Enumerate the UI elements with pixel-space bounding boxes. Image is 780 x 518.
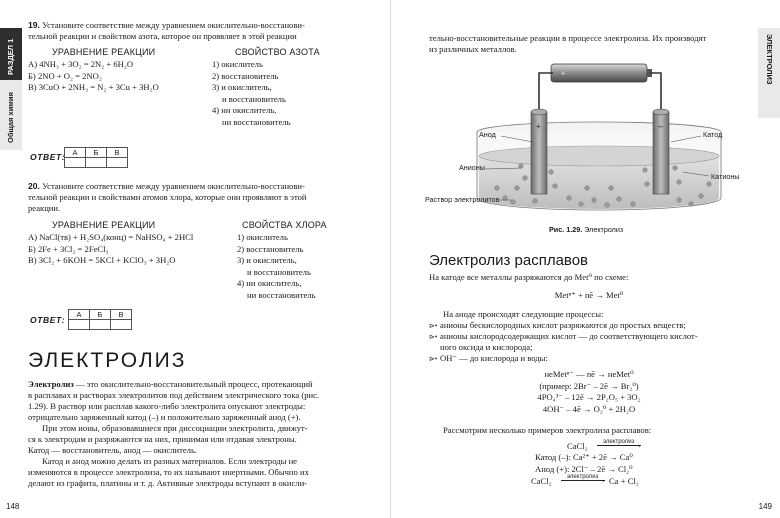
fig-label-solution: Раствор электролитов [425, 195, 500, 204]
task20-equations: А) NaCl(тв) + H₂SO₄(конц) = NaHSO₄ + 2HCl Б) 2Fe + 3Cl₂ = 2FeCl₃ В) 3Cl₂ + 6KOH = 5KCl + KClO₃ + 3H₂O [28, 232, 194, 266]
anode-equations: неMetⁿ⁻ — nē → неMet⁰ (пример: 2Br⁻ – 2ē → Br₂⁰) 4PO₄³⁻ – 12ē → 2P₂O₅ + 3O₂ 4OH⁻ – 4ē → O₂⁰ + 2H₂O [537, 369, 641, 414]
fig-label-anode: Анод [479, 130, 496, 139]
answer-cell[interactable] [107, 158, 128, 168]
section-tab [0, 28, 22, 150]
task19-head-left: УРАВНЕНИЕ РЕАКЦИИ [52, 47, 156, 57]
task19-options: 1) окислитель 2) восстановитель 3) и окислитель, и восстановитель 4) ни окислитель, ни восстановитель [212, 59, 291, 127]
arrow-bullet-icon: ⊳• [429, 355, 438, 363]
subject-tab-label: Общая химия [6, 92, 15, 143]
arrow-bullet-icon: ⊳• [429, 333, 438, 341]
answer-cell[interactable] [111, 320, 132, 330]
cathode-scheme: Metⁿ⁺ + nē → Met⁰ [554, 290, 624, 300]
examples-intro: Рассмотрим несколько примеров электролиза расплавов: [443, 425, 652, 435]
task20-options: 1) окислитель 2) восстановитель 3) и окислитель, и восстановитель 4) ни окислитель, ни восстановитель [237, 232, 316, 300]
section-tab-right-label: ЭЛЕКТРОЛИЗ [765, 34, 774, 85]
section-tab-right [758, 28, 780, 118]
arrow-label: электролиз [603, 439, 635, 445]
task-number: 19. [28, 20, 40, 30]
arrow-icon [561, 480, 605, 481]
cathode-rod [653, 109, 669, 194]
page-title: ЭЛЕКТРОЛИЗ [28, 349, 187, 372]
battery [551, 64, 652, 82]
page-number-right: 149 [758, 501, 772, 511]
beaker [477, 122, 721, 210]
arrow-icon [597, 445, 641, 446]
example-cacl2: CaCl₂ электролиз › Катод (–): Ca²⁺ + 2ē → Ca⁰ Анод (+): 2Cl⁻ – 2ē → Cl₂⁰ CaCl₂ электролиз › Ca + Cl₂ [531, 439, 641, 487]
task-19: 19. Установите соответствие между уравнением окислительно-восстанови- тельной реакции и свойством азота, которое он проявляет в этой реакции [28, 20, 305, 41]
anode-processes: На аноде происходят следующие процессы: ⊳• анионы бескислородных кислот разряжаются до простых веществ; ⊳• анионы кислородсодержащих кислот — до соответствующего кислот- ного оксида и кислорода; ⊳• OH⁻ — до кислорода и воды: [429, 309, 698, 363]
section-heading: Электролиз расплавов [429, 252, 589, 269]
task19-head-right: СВОЙСТВО АЗОТА [235, 47, 320, 57]
section-tab-label: РАЗДЕЛ 1 [6, 38, 15, 75]
arrow-bullet-icon: ⊳• [429, 322, 438, 330]
page-number-left: 148 [6, 501, 20, 511]
task20-head-right: СВОЙСТВА ХЛОРА [242, 220, 327, 230]
continuation-text: тельно-восстановительные реакции в процессе электролиза. Их производят из различных металлов. [429, 33, 707, 54]
anode-rod [531, 109, 547, 194]
fig-label-cations: Катионы [711, 172, 740, 181]
anode-sign: + [536, 122, 541, 131]
fig-label-cathode: Катод [703, 130, 723, 139]
answer-label-20: ОТВЕТ: [30, 315, 66, 325]
right-page [390, 0, 780, 518]
figure-caption: Рис. 1.29. Электролиз [549, 225, 624, 234]
answer-cell[interactable] [69, 320, 90, 330]
task20-head-left: УРАВНЕНИЕ РЕАКЦИИ [52, 220, 156, 230]
fig-label-anions: Анионы [459, 163, 485, 172]
task-20: 20. Установите соответствие между уравнением окислительно-восстанови- тельной реакции и свойствами атомов хлора, которые они проявляют в этой реакции. [28, 181, 307, 213]
answer-table-19[interactable]: А Б В [64, 147, 128, 168]
battery-plus: + [561, 70, 566, 78]
answer-cell[interactable] [86, 158, 107, 168]
answer-cell[interactable] [65, 158, 86, 168]
answer-table-20[interactable]: А Б В [68, 309, 132, 330]
task19-equations: А) 4NH₃ + 3O₂ = 2N₂ + 6H₂O Б) 2NO + O₂ = 2NO₂ В) 3CuO + 2NH₃ = N₂ + 3Cu + 3H₂O [28, 59, 159, 93]
body-text: Электролиз — это окислительно-восстановительный процесс, протекающий в расплавах и растворах электролитов под действием электрического тока (рис. 1.29). В раствор или расплав какого-либо электролита опускают электроды: отрицательно заряженный катод (–) и положительно заряженный анод (+). При этом ионы, образовавшиеся при диссоциации электролита, движут- ся к электродам и разряжаются на них, принимая или отдавая электроны. Катод — восстановитель, анод — окислитель. Катод и анод можно делать из разных материалов. Если электроды не изменяются в процессе электролиза, то их называют инертными. Обычно их делают из графита, платины и т. д. Активные электроды вступают в окисли- [28, 379, 320, 488]
cathode-intro: На катоде все металлы разряжаются до Met⁰ по схеме: [429, 272, 629, 282]
answer-cell[interactable] [90, 320, 111, 330]
answer-label-19: ОТВЕТ: [30, 152, 66, 162]
cathode-sign: – [658, 121, 664, 131]
